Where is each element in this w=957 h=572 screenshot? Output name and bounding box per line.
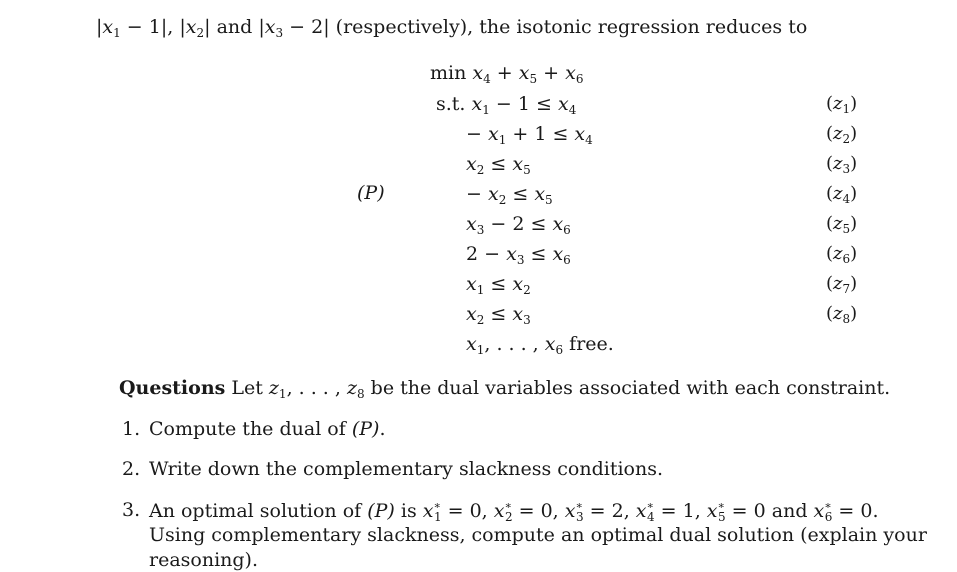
free-variables: $x_1$, . . . , $x_6$ free. bbox=[466, 333, 614, 357]
question-1-text: Compute the dual of (P). bbox=[149, 418, 386, 440]
question-2-number: 2. bbox=[122, 458, 141, 480]
tag-z8: $(z_8)$ bbox=[826, 303, 858, 326]
tag-z4: $(z_4)$ bbox=[826, 183, 858, 206]
intro-text: (respectively), the isotonic regression reduces to bbox=[335, 16, 808, 38]
intro-line: $|x_1 - 1|$, $|x_2|$ and $|x_3 - 2|$ (respectively), the isotonic regression reduces to bbox=[96, 16, 808, 40]
constraint-5: $x_3 - 2 \le x_6$ bbox=[466, 213, 571, 237]
problem-label: (P) bbox=[357, 182, 385, 204]
question-2-text: Write down the complementary slackness conditions. bbox=[149, 458, 664, 480]
constraint-3: $x_2 \le x_5$ bbox=[466, 153, 531, 177]
abs-x1-minus-1: $|x_1 - 1|$ bbox=[96, 16, 168, 40]
tag-z1: $(z_1)$ bbox=[826, 93, 858, 116]
questions-heading: Questions bbox=[119, 377, 226, 399]
abs-x2: $|x_2|$ bbox=[179, 16, 211, 40]
intro-and: and bbox=[216, 16, 253, 38]
tag-z6: $(z_6)$ bbox=[826, 243, 858, 266]
questions-intro: Questions Let $z_1$, . . . , $z_8$ be the dual variables associated with each constraint. bbox=[119, 377, 891, 401]
constraint-4: − $x_2 \le x_5$ bbox=[466, 183, 553, 207]
question-1-number: 1. bbox=[122, 418, 141, 440]
constraint-8: $x_2 \le x_3$ bbox=[466, 303, 531, 327]
constraint-1: s.t. $x_1 - 1 \le x_4$ bbox=[436, 93, 577, 117]
question-3-line-1: An optimal solution of (P) is $x^∗_1 = 0$, $x^∗_2 = 0$, $x^∗_3 = 2$, $x^∗_4 = 1$, $x^∗_5 = 0$ and $x^∗_6 = 0$. bbox=[149, 499, 879, 524]
tag-z7: $(z_7)$ bbox=[826, 273, 858, 296]
tag-z2: $(z_2)$ bbox=[826, 123, 858, 146]
tag-z5: $(z_5)$ bbox=[826, 213, 858, 236]
abs-x3-minus-2: $|x_3 - 2|$ bbox=[258, 16, 330, 40]
objective: $\min x_4 + x_5 + x_6$ bbox=[430, 62, 584, 86]
question-3-line-3: reasoning). bbox=[149, 549, 259, 571]
question-3-number: 3. bbox=[122, 499, 141, 521]
question-3-line-2: Using complementary slackness, compute an optimal dual solution (explain your bbox=[149, 524, 927, 546]
constraint-7: $x_1 \le x_2$ bbox=[466, 273, 531, 297]
constraint-2: − $x_1 + 1 \le x_4$ bbox=[466, 123, 593, 147]
tag-z3: $(z_3)$ bbox=[826, 153, 858, 176]
constraint-6: $2 - x_3 \le x_6$ bbox=[466, 243, 571, 267]
